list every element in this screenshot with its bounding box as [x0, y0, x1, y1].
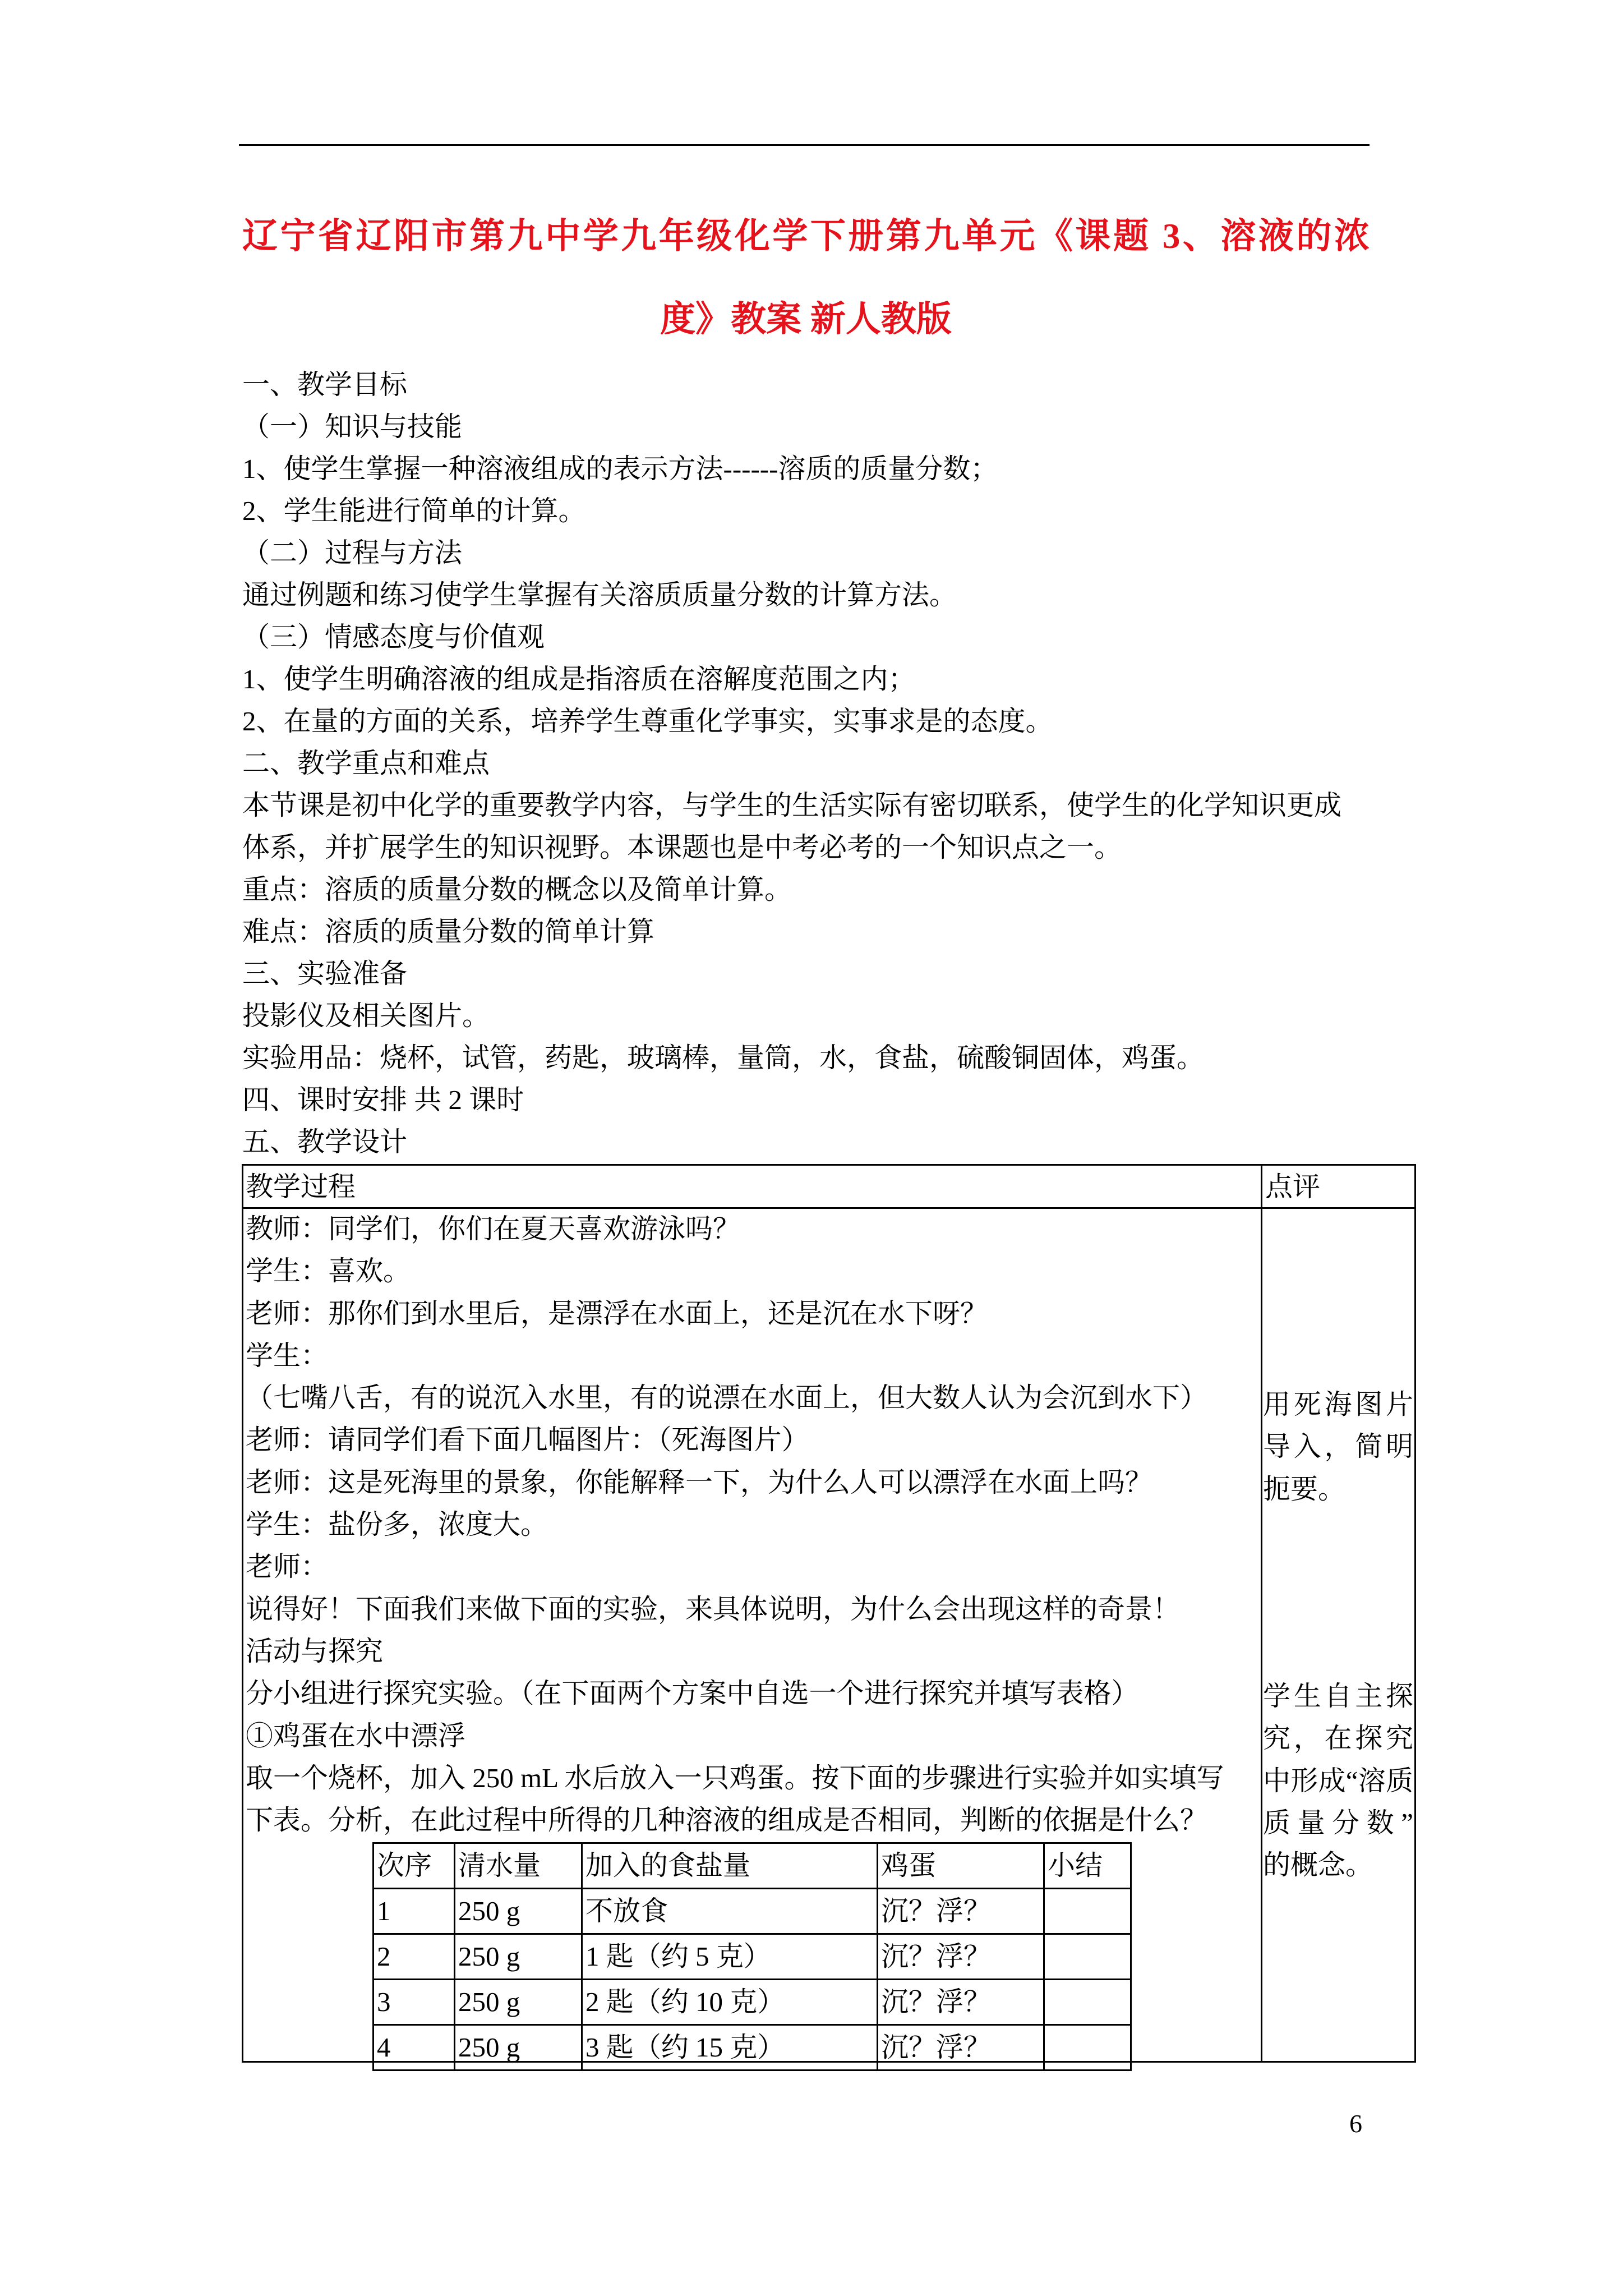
experiment-option-heading: ①鸡蛋在水中漂浮 — [246, 1720, 466, 1751]
dialogue-line: 老师：那你们到水里后，是漂浮在水面上，还是沉在水下呀？ — [246, 1297, 988, 1329]
instruction-line: 分小组进行探究实验。（在下面两个方案中自选一个进行探究并填写表格） — [246, 1678, 1139, 1709]
dialogue-line: 学生： — [246, 1340, 329, 1371]
experiment-table-header-cell: 鸡蛋 — [878, 1843, 1044, 1889]
experiment-table-cell: 2 — [374, 1934, 455, 1980]
column-header-process: 教学过程 — [246, 1171, 356, 1202]
experiment-table-row — [374, 1934, 1131, 1980]
body-text-line: 1、使学生掌握一种溶液组成的表示方法------溶质的质量分数； — [242, 453, 998, 484]
document-title-line: 辽宁省辽阳市第九中学九年级化学下册第九单元《课题 3、溶液的浓 — [242, 217, 1370, 256]
dialogue-line: 学生：喜欢。 — [246, 1255, 411, 1287]
header-rule — [239, 144, 1370, 146]
experiment-table-cell: 4 — [374, 2025, 455, 2070]
instruction-line: 下表。分析，在此过程中所得的几种溶液的组成是否相同，判断的依据是什么？ — [246, 1805, 1208, 1836]
experiment-table-cell: 1 匙（约 5 克） — [582, 1934, 878, 1980]
body-text-line: 难点：溶质的质量分数的简单计算 — [242, 916, 655, 947]
body-text-line: 1、使学生明确溶液的组成是指溶质在溶解度范围之内； — [242, 664, 916, 694]
comment-line: 学生自主探 — [1263, 1681, 1413, 1711]
activity-heading: 活动与探究 — [246, 1635, 384, 1667]
experiment-table-cell: 1 — [374, 1889, 455, 1934]
experiment-table-cell — [1044, 2025, 1131, 2070]
experiment-table-cell: 250 g — [455, 2025, 582, 2070]
section-heading: 四、课时安排 共 2 课时 — [242, 1084, 524, 1115]
subsection-heading: （二）过程与方法 — [242, 537, 463, 568]
comment-paragraph — [1263, 1675, 1413, 1886]
experiment-table-cell: 3 匙（约 15 克） — [582, 2025, 878, 2070]
section-heading: 五、教学设计 — [242, 1126, 408, 1157]
body-text-line: 实验用品：烧杯，试管，药匙，玻璃棒，量筒，水，食盐，硫酸铜固体，鸡蛋。 — [242, 1042, 1205, 1073]
experiment-table-cell: 250 g — [455, 1980, 582, 2025]
experiment-table-cell: 250 g — [455, 1889, 582, 1934]
subsection-heading: （三）情感态度与价值观 — [242, 622, 545, 652]
dialogue-line: 学生：盐份多，浓度大。 — [246, 1509, 548, 1540]
dialogue-line: 教师：同学们，你们在夏天喜欢游泳吗？ — [246, 1213, 741, 1244]
experiment-table-cell — [1044, 1889, 1131, 1934]
experiment-table — [372, 1842, 1132, 2071]
experiment-table-row — [374, 1980, 1131, 2025]
experiment-table-cell — [1044, 1980, 1131, 2025]
comment-line: 导入，简明 — [1263, 1431, 1413, 1462]
experiment-table-cell: 3 — [374, 1980, 455, 2025]
comment-line: 扼要。 — [1263, 1473, 1346, 1504]
experiment-table-row — [374, 2025, 1131, 2070]
experiment-table-cell: 沉？浮？ — [878, 1980, 1044, 2025]
experiment-table-cell — [1044, 1934, 1131, 1980]
experiment-table-cell: 2 匙（约 10 克） — [582, 1980, 878, 2025]
dialogue-line: 说得好！下面我们来做下面的实验，来具体说明，为什么会出现这样的奇景！ — [246, 1593, 1181, 1625]
body-text-line: 本节课是初中化学的重要教学内容，与学生的生活实际有密切联系，使学生的化学知识更成 — [242, 790, 1342, 821]
comment-line: 究，在探究 — [1263, 1723, 1413, 1754]
section-heading: 三、实验准备 — [242, 958, 408, 989]
comment-line: 质量分数” — [1263, 1807, 1413, 1838]
body-text-line: 投影仪及相关图片。 — [242, 1000, 490, 1031]
body-text-line: 体系，并扩展学生的知识视野。本课题也是中考必考的一个知识点之一。 — [242, 832, 1122, 863]
experiment-table-header-cell: 加入的食盐量 — [582, 1843, 878, 1889]
comment-line: 用死海图片 — [1263, 1389, 1413, 1420]
subsection-heading: （一）知识与技能 — [242, 411, 463, 442]
comment-line: 中形成“溶质 — [1263, 1765, 1413, 1796]
experiment-table-row — [374, 1889, 1131, 1934]
experiment-table-cell: 250 g — [455, 1934, 582, 1980]
dialogue-line: （七嘴八舌，有的说沉入水里，有的说漂在水面上，但大数人认为会沉到水下） — [246, 1382, 1208, 1414]
instruction-line: 取一个烧杯，加入 250 mL 水后放入一只鸡蛋。按下面的步骤进行实验并如实填写 — [246, 1762, 1224, 1793]
experiment-table-header-cell: 小结 — [1044, 1843, 1131, 1889]
experiment-table-header-row — [374, 1843, 1131, 1889]
body-text-line: 2、学生能进行简单的计算。 — [242, 495, 586, 526]
document-title-line: 度》教案 新人教版 — [660, 300, 952, 339]
teaching-process-cell — [246, 1208, 1258, 1841]
dialogue-line: 老师：这是死海里的景象，你能解释一下，为什么人可以漂浮在水面上吗？ — [246, 1466, 1153, 1498]
experiment-table-header-cell: 次序 — [374, 1843, 455, 1889]
comment-line: 的概念。 — [1263, 1849, 1373, 1881]
experiment-table-cell: 沉？浮？ — [878, 1934, 1044, 1980]
experiment-table-cell: 沉？浮？ — [878, 1889, 1044, 1934]
experiment-table-cell: 不放食 — [582, 1889, 878, 1934]
body-text-line: 2、在量的方面的关系，培养学生尊重化学事实，实事求是的态度。 — [242, 706, 1053, 737]
body-text-line: 通过例题和练习使学生掌握有关溶质质量分数的计算方法。 — [242, 579, 957, 610]
column-divider — [1261, 1166, 1262, 2061]
experiment-table-header-cell: 清水量 — [455, 1843, 582, 1889]
body-text-line: 重点：溶质的质量分数的概念以及简单计算。 — [242, 874, 792, 905]
column-header-comment: 点评 — [1265, 1171, 1321, 1202]
section-heading: 一、教学目标 — [242, 369, 408, 400]
section-heading: 二、教学重点和难点 — [242, 748, 490, 779]
teaching-design-table — [242, 1164, 1416, 2063]
lesson-plan-body — [242, 364, 1370, 1163]
dialogue-line: 老师： — [246, 1551, 329, 1582]
page-number: 6 — [1349, 2109, 1362, 2138]
comment-paragraph — [1263, 1383, 1413, 1510]
dialogue-line: 老师：请同学们看下面几幅图片：（死海图片） — [246, 1424, 809, 1456]
experiment-table-cell: 沉？浮？ — [878, 2025, 1044, 2070]
